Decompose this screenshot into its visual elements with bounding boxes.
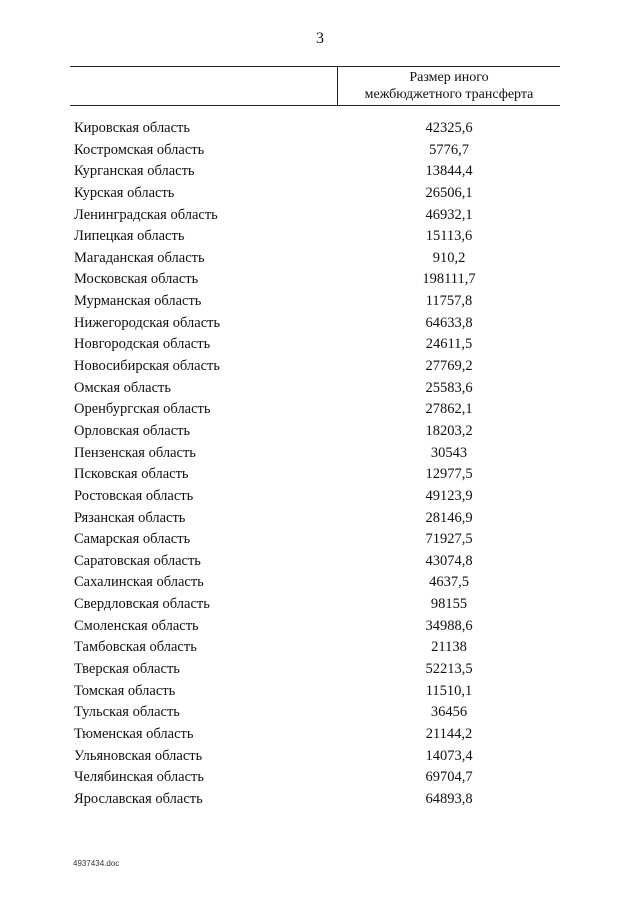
table-row — [0, 183, 640, 205]
transfer-amount: 15113,6 — [425, 228, 473, 245]
region-name: Саратовская область — [74, 552, 201, 569]
amount-column-header — [338, 69, 560, 103]
transfer-amount: 4637,5 — [429, 574, 469, 591]
table-row — [0, 334, 640, 356]
table-row — [0, 421, 640, 443]
transfer-amount: 26506,1 — [425, 184, 473, 201]
table-row — [0, 378, 640, 400]
region-name: Тюменская область — [74, 725, 194, 742]
transfer-amount: 64893,8 — [425, 790, 473, 807]
table-row — [0, 269, 640, 291]
transfer-amount: 27862,1 — [425, 401, 473, 418]
region-name: Челябинская область — [74, 769, 204, 786]
transfer-amount: 21144,2 — [425, 725, 473, 742]
region-name: Орловская область — [74, 422, 191, 439]
table-row — [0, 248, 640, 270]
transfer-amount: 910,2 — [432, 249, 466, 266]
region-name: Ярославская область — [74, 790, 203, 807]
region-name: Свердловская область — [74, 596, 210, 613]
region-name: Томская область — [74, 682, 176, 699]
table-row — [0, 486, 640, 508]
table-row — [0, 443, 640, 465]
region-name: Пензенская область — [74, 444, 196, 461]
table-row — [0, 767, 640, 789]
region-name: Самарская область — [74, 531, 191, 548]
transfer-amount: 64633,8 — [425, 314, 473, 331]
transfer-amount: 43074,8 — [425, 552, 473, 569]
region-name: Оренбургская область — [74, 401, 211, 418]
transfer-amount: 21138 — [431, 639, 467, 656]
table-row — [0, 226, 640, 248]
region-name: Сахалинская область — [74, 574, 204, 591]
transfer-amount: 25583,6 — [425, 379, 473, 396]
transfer-amount: 34988,6 — [425, 617, 473, 634]
table-row — [0, 681, 640, 703]
table-row — [0, 659, 640, 681]
table-row — [0, 594, 640, 616]
table-row — [0, 205, 640, 227]
table-body — [0, 118, 640, 811]
region-name: Мурманская область — [74, 293, 202, 310]
transfer-amount: 13844,4 — [425, 163, 473, 180]
table-row — [0, 313, 640, 335]
region-name: Ульяновская область — [74, 747, 203, 764]
page-number: 3 — [316, 30, 324, 47]
transfer-amount: 5776,7 — [429, 141, 469, 158]
table-row — [0, 399, 640, 421]
region-name: Магаданская область — [74, 249, 205, 266]
transfer-amount: 69704,7 — [425, 769, 473, 786]
region-name: Новгородская область — [74, 336, 211, 353]
transfer-amount: 12977,5 — [425, 466, 473, 483]
region-name: Курская область — [74, 184, 175, 201]
region-name: Липецкая область — [74, 228, 185, 245]
table-row — [0, 508, 640, 530]
region-name: Тверская область — [74, 661, 180, 678]
table-row — [0, 789, 640, 811]
transfer-amount: 36456 — [430, 704, 468, 721]
table-row — [0, 161, 640, 183]
amount-header-line-1: Размер иного — [409, 70, 489, 85]
region-name: Ростовская область — [74, 487, 194, 504]
table-header — [70, 66, 560, 106]
table-row — [0, 637, 640, 659]
transfer-amount: 71927,5 — [425, 531, 473, 548]
table-row — [0, 746, 640, 768]
table-row — [0, 572, 640, 594]
footer-file-name: 4937434.doc — [73, 859, 120, 868]
transfer-amount: 42325,6 — [425, 120, 473, 136]
transfer-amount: 27769,2 — [425, 358, 473, 375]
table-row — [0, 551, 640, 573]
transfer-amount: 198111,7 — [422, 271, 476, 288]
region-name: Курганская область — [74, 163, 195, 180]
region-name: Кировская область — [74, 120, 191, 136]
region-name: Московская область — [74, 271, 199, 288]
transfer-amount: 52213,5 — [425, 661, 473, 678]
region-name: Нижегородская область — [74, 314, 221, 331]
region-name: Псковская область — [74, 466, 189, 483]
transfer-amount: 11510,1 — [425, 682, 473, 699]
region-name: Ленинградская область — [74, 206, 218, 223]
table-row — [0, 464, 640, 486]
transfer-amount: 98155 — [430, 596, 468, 613]
transfer-amount: 46932,1 — [425, 206, 473, 223]
table-row — [0, 529, 640, 551]
region-name: Новосибирская область — [74, 358, 220, 375]
region-name: Костромская область — [74, 141, 205, 158]
amount-header-line-2: межбюджетного трансферта — [364, 87, 534, 102]
table-row — [0, 702, 640, 724]
region-name: Тульская область — [74, 704, 180, 721]
table-row — [0, 291, 640, 313]
table-row — [0, 616, 640, 638]
table-row — [0, 140, 640, 162]
transfer-amount: 49123,9 — [425, 487, 473, 504]
transfer-amount: 11757,8 — [425, 293, 473, 310]
table-row — [0, 356, 640, 378]
transfer-amount: 30543 — [430, 444, 468, 461]
transfer-amount: 28146,9 — [425, 509, 473, 526]
region-name: Рязанская область — [74, 509, 186, 526]
region-name: Тамбовская область — [74, 639, 197, 656]
transfer-amount: 14073,4 — [425, 747, 473, 764]
transfer-amount: 24611,5 — [425, 336, 473, 353]
table-row — [0, 118, 640, 140]
table-row — [0, 724, 640, 746]
region-name: Смоленская область — [74, 617, 199, 634]
region-name: Омская область — [74, 379, 171, 396]
transfer-amount: 18203,2 — [425, 422, 473, 439]
